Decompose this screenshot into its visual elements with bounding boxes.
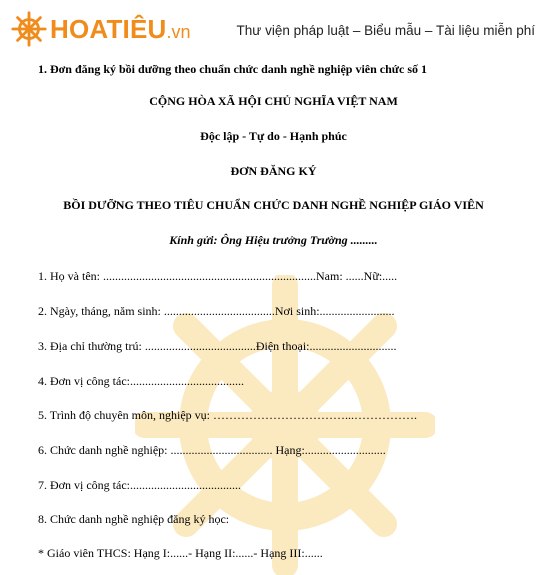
addressee: Kính gửi: Ông Hiệu trưởng Trường ......... <box>169 233 378 247</box>
field-registered-title: 8. Chức danh nghề nghiệp đăng ký học: <box>38 512 230 526</box>
field-workplace: 4. Đơn vị công tác:...................................... <box>38 374 244 388</box>
field-full-name: 1. Họ và tên: .......................................................................Nam: ......Nữ:..... <box>38 269 398 283</box>
form-title: ĐƠN ĐĂNG KÝ <box>230 164 317 178</box>
site-tagline: Thư viện pháp luật – Biểu mẫu – Tài liệu miễn phí <box>236 23 535 38</box>
field-address: 3. Địa chỉ thường trú: .....................................Điện thoại:............................. <box>38 339 397 353</box>
field-birth-date: 2. Ngày, tháng, năm sinh: .....................................Nơi sinh:......................... <box>38 304 395 318</box>
national-motto: Độc lập - Tự do - Hạnh phúc <box>200 129 347 143</box>
nation-title: CỘNG HÒA XÃ HỘI CHỦ NGHĨA VIỆT NAM <box>149 94 398 108</box>
field-workplace-2: 7. Đơn vị công tác:..................................... <box>38 478 241 492</box>
field-teacher-rank: * Giáo viên THCS: Hạng I:......- Hạng II:......- Hạng III:...... <box>38 546 323 560</box>
form-subtitle: BỒI DƯỠNG THEO TIÊU CHUẨN CHỨC DANH NGHỀ NGHIỆP GIÁO VIÊN <box>63 198 484 212</box>
field-professional-title: 6. Chức danh nghề nghiệp: .................................. Hạng:........................... <box>38 443 386 457</box>
logo-text: HOATIÊU <box>50 13 167 44</box>
logo-suffix: .vn <box>166 21 191 42</box>
document-heading: 1. Đơn đăng ký bồi dưỡng theo chuẩn chức danh nghề nghiệp viên chức số 1 <box>38 62 427 76</box>
field-qualification: 5. Trình độ chuyên môn, nghiệp vụ: ……………………………...……………. <box>38 408 418 422</box>
